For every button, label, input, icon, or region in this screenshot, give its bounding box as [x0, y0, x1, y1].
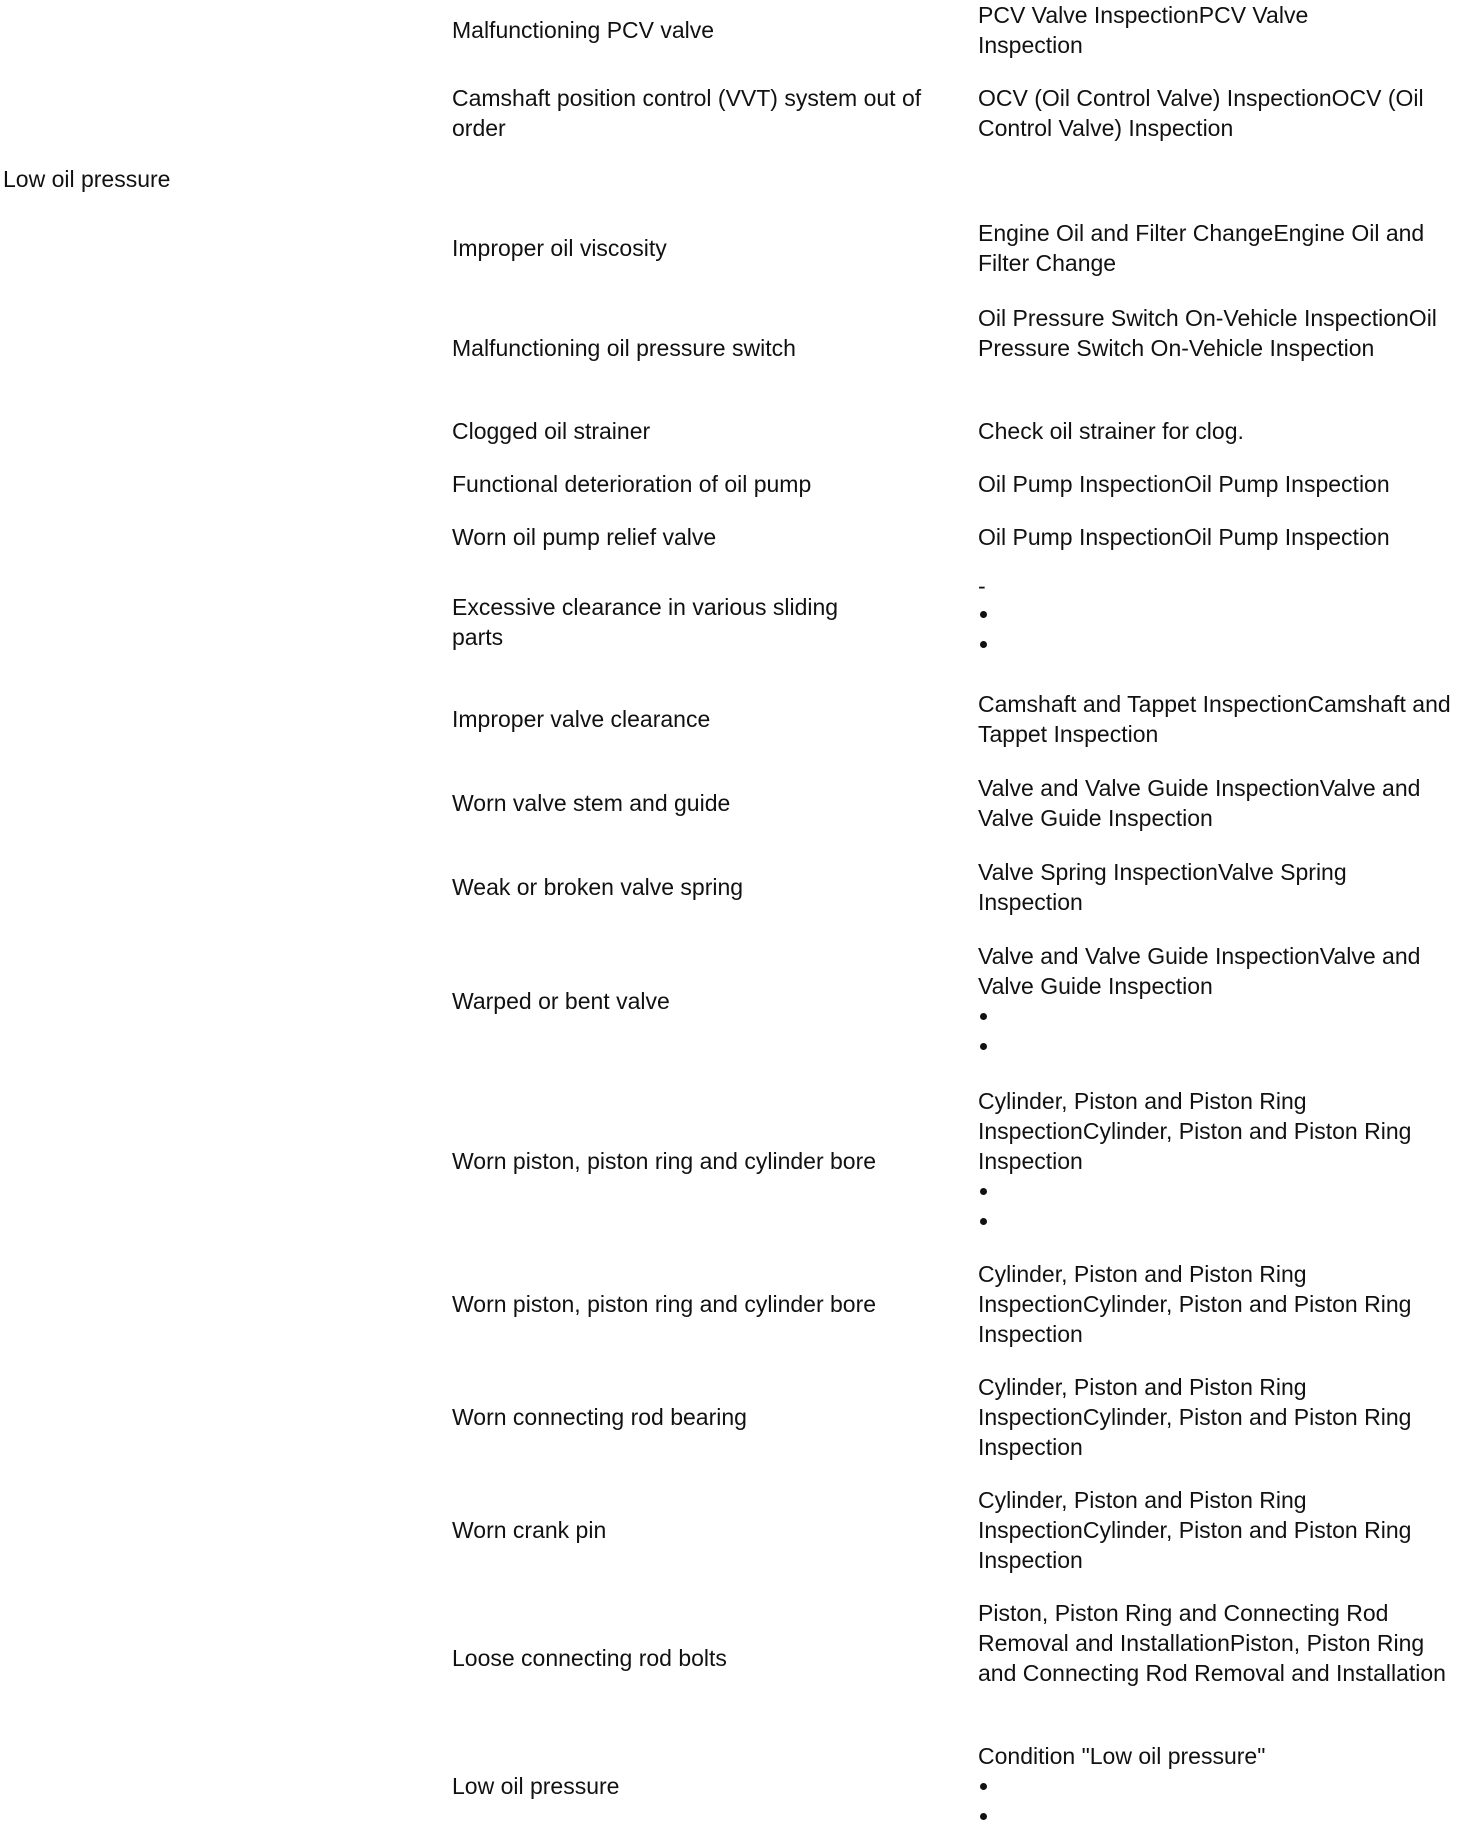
remedy-link[interactable]: Engine Oil and Filter ChangeEngine Oil and Filter Change [978, 220, 1425, 276]
remedy-link[interactable]: OCV (Oil Control Valve) InspectionOCV (Oil Control Valve) Inspection [978, 85, 1424, 141]
remedy-dash: - [978, 573, 986, 599]
remedy-list [978, 573, 1458, 659]
remedy-link[interactable]: Valve and Valve Guide InspectionValve and Valve Guide Inspection [978, 775, 1421, 831]
cause-cell: Warped or bent valve [452, 988, 670, 1014]
remedy-link[interactable]: Cylinder, Piston and Piston Ring InspectionCylinder, Piston and Piston Ring Inspection [978, 1261, 1412, 1347]
bullet-list [978, 599, 1458, 659]
remedy-link[interactable]: Oil Pump InspectionOil Pump Inspection [978, 524, 1390, 550]
bullet-list [978, 1001, 1448, 1061]
cause-cell: Camshaft position control (VVT) system out of order [452, 85, 922, 141]
symptom-label: Low oil pressure [3, 166, 171, 192]
cause-cell: Worn oil pump relief valve [452, 524, 717, 550]
remedy-link[interactable]: Cylinder, Piston and Piston Ring InspectionCylinder, Piston and Piston Ring Inspection [978, 1487, 1412, 1573]
cause-cell: Worn piston, piston ring and cylinder bore [452, 1148, 877, 1174]
cause-cell: Clogged oil strainer [452, 418, 651, 444]
bullet-list [978, 1176, 1468, 1236]
cause-cell: Worn valve stem and guide [452, 790, 731, 816]
remedy-link[interactable]: Oil Pressure Switch On-Vehicle InspectionOil Pressure Switch On-Vehicle Inspection [978, 305, 1437, 361]
bullet-item [978, 1771, 1458, 1801]
cause-cell: Malfunctioning PCV valve [452, 17, 715, 43]
remedy-link[interactable]: Oil Pump InspectionOil Pump Inspection [978, 471, 1390, 497]
bullet-list [978, 1771, 1458, 1825]
remedy-link[interactable]: Piston, Piston Ring and Connecting Rod Removal and InstallationPiston, Piston Ring and Connecting Rod Removal and Installation [978, 1600, 1446, 1686]
cause-cell: Improper valve clearance [452, 706, 711, 732]
cause-cell: Worn connecting rod bearing [452, 1404, 747, 1430]
remedy-list [978, 941, 1448, 1061]
remedy-link[interactable]: Camshaft and Tappet InspectionCamshaft and Tappet Inspection [978, 691, 1451, 747]
bullet-item [978, 1031, 1448, 1061]
cause-cell: Functional deterioration of oil pump [452, 471, 812, 497]
remedy-link[interactable]: Valve and Valve Guide InspectionValve and Valve Guide Inspection [978, 943, 1421, 999]
cause-cell: Weak or broken valve spring [452, 874, 744, 900]
cause-cell: Worn piston, piston ring and cylinder bore [452, 1291, 877, 1317]
bullet-item [978, 1001, 1448, 1031]
bullet-item [978, 599, 1458, 629]
remedy-link[interactable]: PCV Valve InspectionPCV Valve Inspection [978, 2, 1309, 58]
cause-cell: Worn crank pin [452, 1517, 607, 1543]
cause-cell: Excessive clearance in various sliding parts [452, 594, 839, 650]
cause-cell: Low oil pressure [452, 1773, 620, 1799]
bullet-item [978, 1206, 1468, 1236]
remedy-link[interactable]: Cylinder, Piston and Piston Ring InspectionCylinder, Piston and Piston Ring Inspection [978, 1374, 1412, 1460]
remedy-list [978, 1086, 1468, 1236]
remedy-text: Check oil strainer for clog. [978, 418, 1244, 444]
cause-cell: Loose connecting rod bolts [452, 1645, 727, 1671]
remedy-link[interactable]: Cylinder, Piston and Piston Ring InspectionCylinder, Piston and Piston Ring Inspection [978, 1088, 1412, 1174]
bullet-item [978, 1801, 1458, 1825]
remedy-link[interactable]: Condition "Low oil pressure" [978, 1743, 1266, 1769]
cause-cell: Improper oil viscosity [452, 235, 667, 261]
bullet-item [978, 1176, 1468, 1206]
remedy-link[interactable]: Valve Spring InspectionValve Spring Inspection [978, 859, 1347, 915]
bullet-item [978, 629, 1458, 659]
cause-cell: Malfunctioning oil pressure switch [452, 335, 796, 361]
remedy-list [978, 1741, 1458, 1825]
